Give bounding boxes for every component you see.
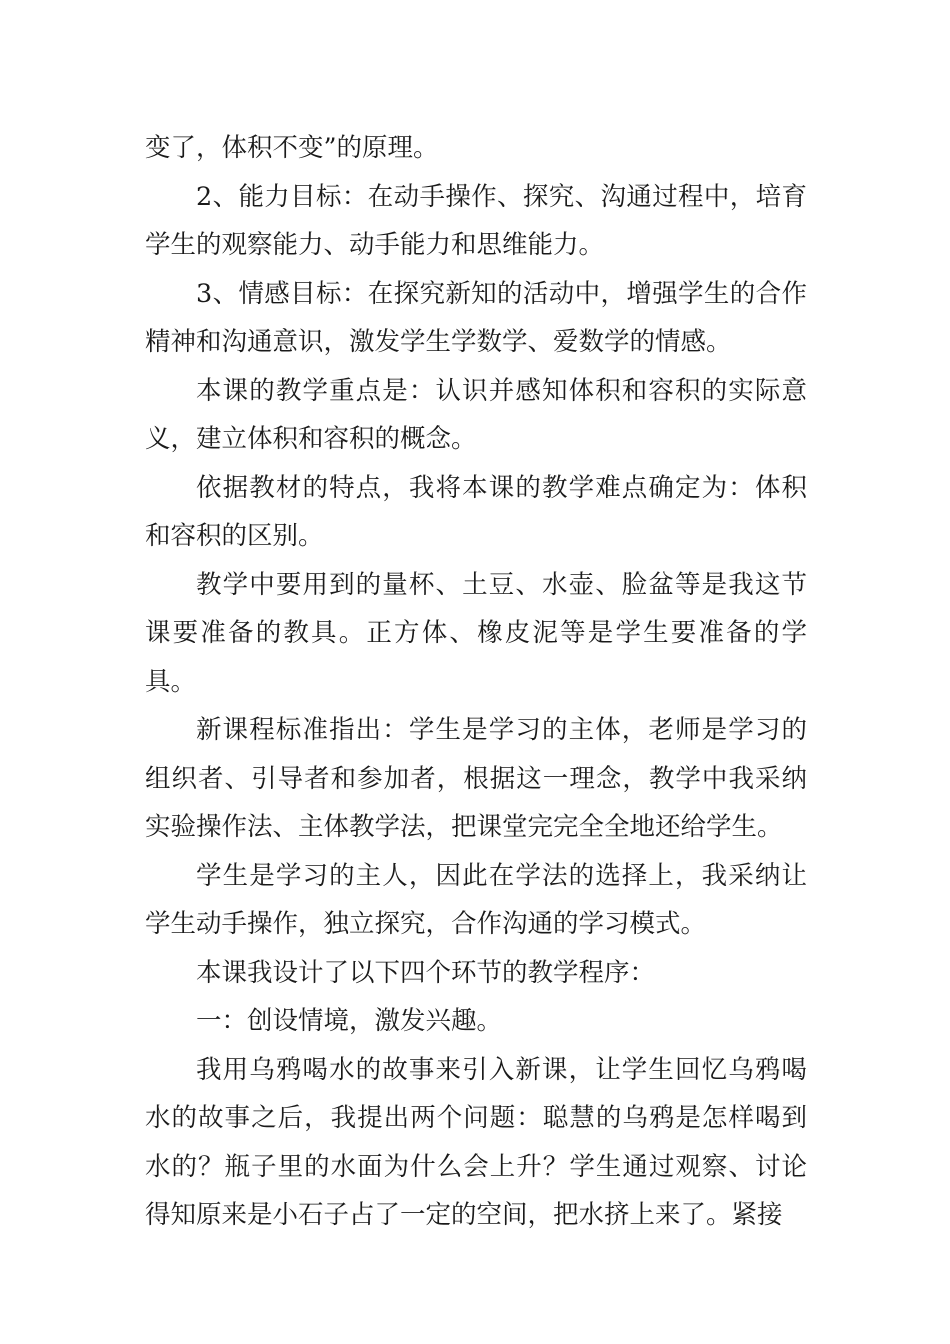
paragraph-key-point: 本课的教学重点是：认识并感知体积和容积的实际意义，建立体积和容积的概念。	[145, 375, 807, 454]
paragraph-step-one-heading: 一：创设情境，激发兴趣。	[196, 1006, 503, 1036]
paragraph-procedure-intro: 本课我设计了以下四个环节的教学程序：	[196, 957, 656, 988]
document-body	[145, 124, 807, 1240]
paragraph-learning-method: 学生是学习的主人，因此在学法的选择上，我采纳让学生动手操作，独立探究，合作沟通的学习模式。	[145, 860, 807, 939]
paragraph-step-one-body: 我用乌鸦喝水的故事来引入新课，让学生回忆乌鸦喝水的故事之后，我提出两个问题：聪慧的乌鸦是怎样喝到水的？瓶子里的水面为什么会上升？学生通过观察、讨论得知原来是小石子占了一定的空间，把水挤上来了。紧接	[145, 1054, 807, 1230]
paragraph-emotion-goal: 3、情感目标：在探究新知的活动中，增强学生的合作精神和沟通意识，激发学生学数学、爱数学的情感。	[145, 278, 807, 357]
paragraph-difficulty: 依据教材的特点，我将本课的教学难点确定为：体积和容积的区别。	[145, 472, 807, 551]
paragraph-materials: 教学中要用到的量杯、土豆、水壶、脸盆等是我这节课要准备的教具。正方体、橡皮泥等是学生要准备的学具。	[145, 569, 807, 697]
paragraph-teaching-method: 新课程标准指出：学生是学习的主体，老师是学习的组织者、引导者和参加者，根据这一理念，教学中我采纳实验操作法、主体教学法，把课堂完完全全地还给学生。	[145, 715, 807, 842]
paragraph-continuation: 变了，体积不变”的原理。	[145, 133, 439, 163]
paragraph-ability-goal: 2、能力目标：在动手操作、探究、沟通过程中，培育学生的观察能力、动手能力和思维能力。	[145, 181, 807, 260]
